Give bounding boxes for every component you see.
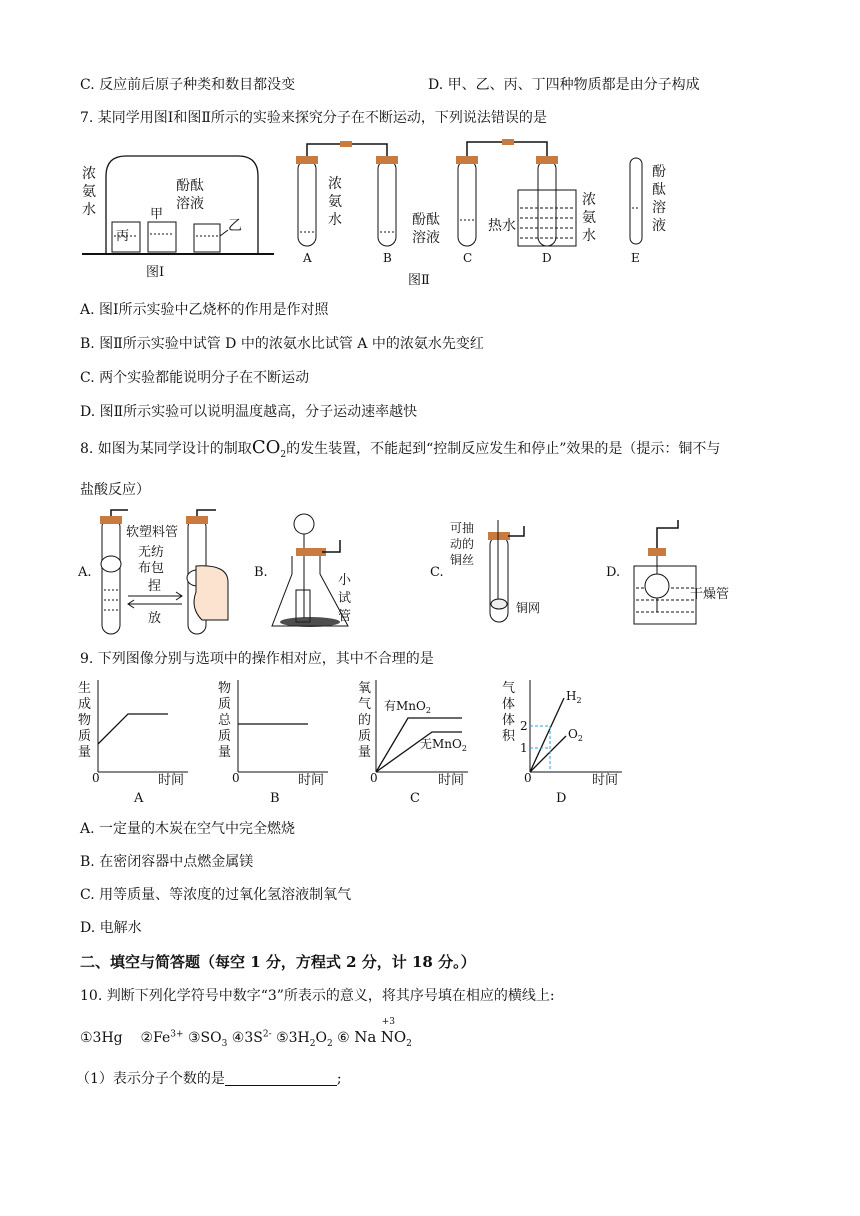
q8-stem-part2: 的发生装置，不能起到“控制反应发生和停止”效果的是（提示：铜不与 [286,441,721,457]
section2-heading: 二、填空与简答题（每空 1 分，方程式 2 分，计 18 分。） [80,953,476,971]
fig1-label-ammonia-1: 浓 [82,166,96,182]
q9d-h2-label: $H_2$ [566,689,582,705]
q7-option-d: D. 图Ⅱ所示实验可以说明温度越高，分子运动速率越快 [80,404,418,420]
q9c-line2-label: 无MnO$_2$ [420,737,467,753]
q10-stem: 10. 判断下列化学符号中数字“3”所表示的意义，将其序号填在相应的横线上: [80,988,555,1004]
q10-sub1-text: （1）表示分子个数的是 [76,1071,225,1087]
q10-symbol-1: ①3Hg [80,1030,123,1046]
q8-label-c: C. [430,565,444,580]
q10-symbol-4: ④3S [231,1030,263,1046]
q6-option-c: C. 反应前后原子种类和数目都没变 [80,77,296,93]
q9c-origin: 0 [370,771,378,785]
q10-symbol-4-sup: 2- [262,1029,272,1040]
q9a-ylabel-3: 物 [78,713,92,728]
q8a-hand [194,566,228,620]
q7-option-b: B. 图Ⅱ所示实验中试管 D 中的浓氨水比试管 A 中的浓氨水先变红 [80,336,484,352]
q8-label-small-tube-1: 小 [338,573,352,588]
q9b-letter: B [270,791,280,806]
q7-figures [78,138,668,290]
q9c-ylabel-5: 量 [358,745,372,760]
q9-option-b: B. 在密闭容器中点燃金属镁 [80,854,254,870]
q9-graph-c [376,680,468,772]
q8-stem-line2: 盐酸反应） [80,482,150,498]
q9-option-d: D. 电解水 [80,920,142,936]
q7-option-c: C. 两个实验都能说明分子在不断运动 [80,370,310,386]
fig1-beaker-yi [194,224,220,252]
fig2-tube-d: D [542,251,552,265]
q8-label-d: D. [606,565,621,580]
q9b-ylabel-2: 质 [218,697,232,712]
q10-symbol-6-o: O [393,1028,407,1046]
q6-option-d: D. 甲、乙、丙、丁四种物质都是由分子构成 [428,77,700,93]
q9c-xlabel: 时间 [438,773,465,788]
fig2-label-phenol-e-4: 液 [652,218,666,234]
q9b-ylabel-5: 量 [218,745,232,760]
q8-label-copper-wire-1: 可抽 [450,521,475,535]
q9d-ylabel-4: 积 [502,729,516,744]
q10-sub1-blank[interactable] [225,1071,337,1086]
q9-stem: 9. 下列图像分别与选项中的操作相对应，其中不合理的是 [80,651,434,667]
q10-symbol-2: ②Fe [140,1030,171,1046]
q9d-xlabel: 时间 [592,773,619,788]
q7-option-a: A. 图Ⅰ所示实验中乙烧杯的作用是作对照 [80,302,329,318]
fig2-label-phenol-e-3: 溶 [652,200,666,216]
q10-sub1 [76,1068,342,1088]
q8-co2: CO [251,437,281,458]
fig2-label-hotwater: 热水 [488,218,516,234]
fig1-label-phenol-1: 酚酞 [176,178,204,194]
fig2-label-ammonia-3: 水 [328,212,342,228]
q10-symbol-5-mid: O [315,1030,327,1046]
q10-symbol-6-n-wrap [380,1017,395,1046]
fig2-tube-e: E [631,251,640,265]
q9d-ylabel-3: 体 [502,713,516,728]
q8-label-copper-net: 铜网 [516,601,541,615]
q8-label-small-tube-2: 试 [338,591,352,606]
fig1-label-phenol-2: 溶液 [176,196,204,212]
q9d-ylabel-2: 体 [502,697,516,712]
fig2-label-ammonia-1: 浓 [328,176,342,192]
q9a-ylabel-1: 生 [78,681,92,696]
fig2-caption: 图Ⅱ [408,273,430,288]
q9b-xlabel: 时间 [298,773,325,788]
q9d-tick-2: 2 [520,719,528,733]
q9a-ylabel-4: 质 [78,729,92,744]
fig2-tube-c: C [463,251,473,265]
q9a-ylabel-5: 量 [78,745,92,760]
q10-symbol-2-sup: 3+ [170,1029,184,1040]
q8-co2-sub: 2 [280,449,287,460]
q9c-ylabel-3: 的 [358,713,372,728]
q8-label-drying-tube: 干燥管 [690,587,730,602]
fig1-label-yi: 乙 [228,218,242,234]
q10-symbol-6-valence: +3 [381,1017,395,1027]
q10-symbol-6-o-sub: 2 [406,1038,412,1049]
q8-label-small-tube-3: 管 [338,609,352,624]
q8-apparatus-b [272,514,348,627]
q9a-xlabel: 时间 [158,773,185,788]
q9b-ylabel-3: 总 [218,713,232,728]
fig1-beaker-jia [148,222,176,252]
fig2-label-phenol-e-2: 酞 [652,182,666,198]
q10-symbol-6: ⑥ [337,1030,350,1046]
fig2-label-phenol-2: 溶液 [412,230,440,246]
q9a-letter: A [134,791,144,806]
fig2-label-phenol-e-1: 酚 [652,164,666,180]
q8-stem-part1: 8. 如图为某同学设计的制取 [80,441,252,457]
q8-stem [80,437,720,460]
q9c-ylabel-1: 氧 [358,681,372,696]
q8-label-cloth-1: 无纺 [138,545,165,560]
fig2-tube-a: A [303,251,312,265]
q9a-origin: 0 [92,771,100,785]
q8a-cloth-bag [101,556,121,572]
q9b-ylabel-4: 质 [218,729,232,744]
fig2-label-ammonia-d-3: 水 [582,228,596,244]
fig1-label-jia: 甲 [150,207,164,222]
fig2-label-ammonia-d-1: 浓 [582,192,596,208]
q8-figures [78,508,758,640]
q9b-ylabel-1: 物 [218,681,232,696]
q10-symbol-3: ③SO [187,1030,222,1046]
q9-graphs [78,674,638,810]
q8-label-squeeze: 捏 [148,579,162,594]
fig2-label-ammonia-d-2: 氨 [582,210,596,226]
fig1-caption: 图Ⅰ [146,265,165,280]
q9-graph-a [98,680,188,772]
fig2-label-phenol-1: 酚酞 [412,212,440,228]
q9-graph-b [238,680,328,772]
q8-apparatus-d [634,520,696,624]
q8-label-copper-wire-2: 动的 [450,537,475,551]
q10-symbol-5-sub1: 2 [309,1038,316,1049]
q8-label-copper-wire-3: 铜丝 [450,553,475,567]
q9a-ylabel-2: 成 [78,697,92,712]
q8-label-b: B. [254,565,268,580]
q9d-o2-label: $O_2$ [568,727,583,743]
q10-sub1-end: ; [336,1071,342,1087]
q10-symbol-3-sub: 3 [221,1038,228,1049]
q9b-origin: 0 [232,771,240,785]
q9d-origin: 0 [524,771,532,785]
q8-label-a: A. [78,565,92,580]
q10-symbol-5: ⑤3H [276,1030,310,1046]
q9-option-c: C. 用等质量、等浓度的过氧化氢溶液制氧气 [80,887,352,903]
q7-stem: 7. 某同学用图Ⅰ和图Ⅱ所示的实验来探究分子在不断运动，下列说法错误的是 [80,110,547,126]
q9d-ylabel-1: 气 [502,681,516,696]
fig1-label-bing: 丙 [116,229,130,244]
q9c-line1-label: 有MnO$_2$ [384,699,431,715]
q9d-letter: D [556,791,567,806]
q8-label-release: 放 [148,611,162,626]
q9-option-a: A. 一定量的木炭在空气中完全燃烧 [80,821,296,837]
fig2-label-ammonia-2: 氨 [328,194,342,210]
q9c-ylabel-4: 质 [358,729,372,744]
fig1-label-ammonia-3: 水 [82,202,96,218]
q9c-ylabel-2: 气 [358,697,372,712]
q10-symbol-5-sub2: 2 [326,1038,333,1049]
q8-label-soft-tube: 软塑料管 [126,525,179,540]
q9d-tick-1: 1 [520,741,528,755]
fig1-label-ammonia-2: 氨 [82,184,96,200]
q10-symbols [80,1017,412,1049]
q10-symbol-6-n: N [380,1028,394,1046]
q8-label-cloth-2: 布包 [138,561,165,576]
q9c-letter: C [410,791,420,806]
fig2-tube-b: B [383,251,392,265]
q10-symbol-6-na: Na [354,1028,377,1046]
